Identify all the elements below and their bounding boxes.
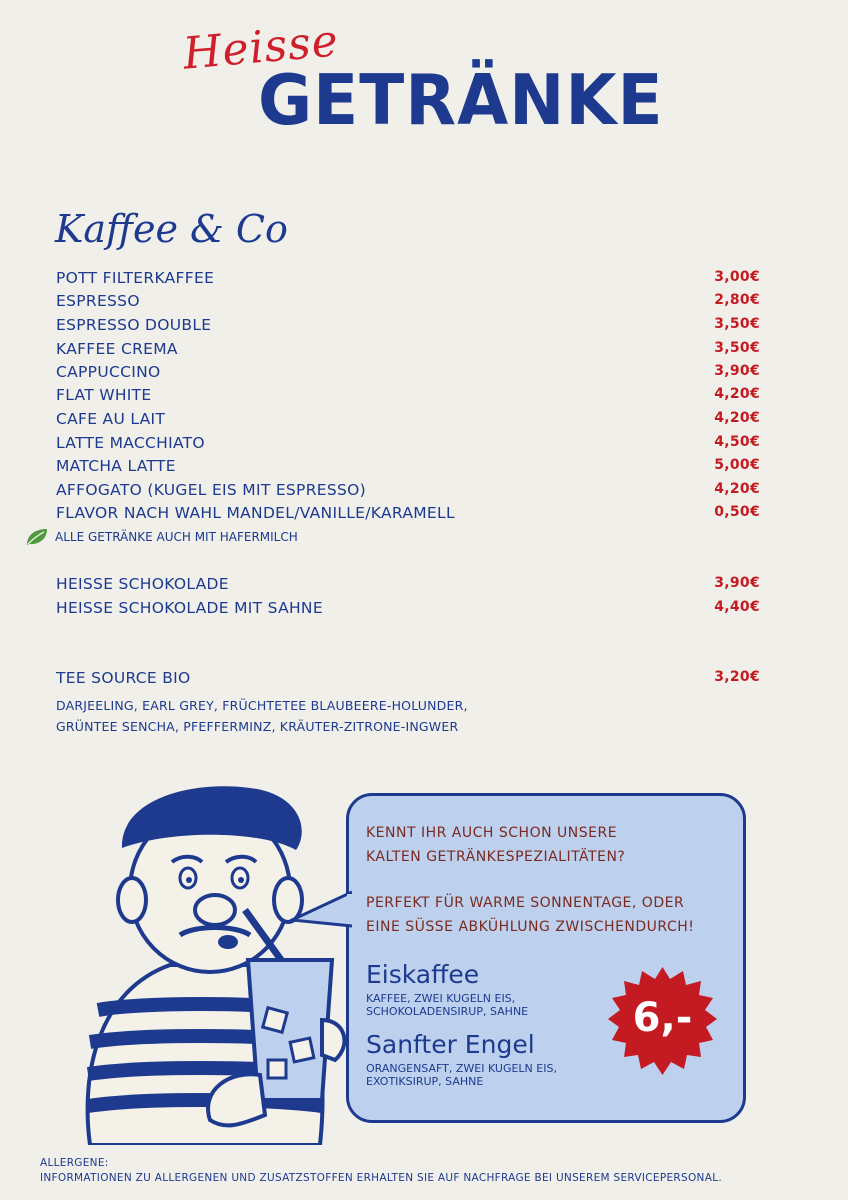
mascot-illustration — [60, 770, 370, 1145]
promo-text: KALTEN GETRÄNKESPEZIALITÄTEN? — [366, 849, 626, 865]
tea-description-line: GRÜNTEE SENCHA, PFEFFERMINZ, KRÄUTER-ZITRONE-INGWER — [56, 719, 459, 734]
item-price: 3,90€ — [714, 363, 760, 379]
tea-description — [56, 695, 468, 737]
menu-item — [56, 481, 760, 504]
item-price: 4,20€ — [714, 481, 760, 497]
page-title: GETRÄNKE — [258, 60, 664, 141]
drink-description-line: SCHOKOLADENSIRUP, SAHNE — [366, 1005, 529, 1018]
item-price: 4,50€ — [714, 434, 760, 450]
drink-description — [366, 1062, 557, 1088]
menu-item — [56, 457, 760, 480]
oat-milk-note: ALLE GETRÄNKE AUCH MIT HAFERMILCH — [55, 530, 298, 544]
item-price: 4,20€ — [714, 386, 760, 402]
item-name: LATTE MACCHIATO — [56, 434, 205, 452]
allergen-text: INFORMATIONEN ZU ALLERGENEN UND ZUSATZSTOFFEN ERHALTEN SIE AUF NACHFRAGE BEI UNSEREM SERVICEPERSONAL. — [40, 1172, 722, 1184]
menu-item — [56, 434, 760, 457]
drink-name: Eiskaffee — [366, 960, 480, 989]
item-name: ESPRESSO — [56, 292, 140, 310]
item-price: 0,50€ — [714, 504, 760, 520]
drink-description-line: KAFFEE, ZWEI KUGELN EIS, — [366, 992, 516, 1005]
drink-name: Sanfter Engel — [366, 1030, 535, 1059]
price-badge-text: 6,- — [632, 995, 693, 1041]
item-name: MATCHA LATTE — [56, 457, 176, 475]
item-name: FLAT WHITE — [56, 386, 152, 404]
menu-item — [56, 386, 760, 409]
item-price: 3,50€ — [714, 340, 760, 356]
item-price: 3,20€ — [714, 669, 760, 685]
item-name: FLAVOR NACH WAHL MANDEL/VANILLE/KARAMELL — [56, 504, 455, 522]
item-name: CAPPUCCINO — [56, 363, 161, 381]
item-price: 3,00€ — [714, 269, 760, 285]
item-name: AFFOGATO (KUGEL EIS MIT ESPRESSO) — [56, 481, 366, 499]
menu-item — [56, 363, 760, 386]
item-price: 3,90€ — [714, 575, 760, 591]
item-name: POTT FILTERKAFFEE — [56, 269, 215, 287]
tea-description-line: DARJEELING, EARL GREY, FRÜCHTETEE BLAUBEERE-HOLUNDER, — [56, 698, 468, 713]
leaf-icon — [25, 527, 49, 547]
promo-text: KENNT IHR AUCH SCHON UNSERE — [366, 825, 618, 841]
item-name: CAFE AU LAIT — [56, 410, 166, 428]
menu-item — [56, 410, 760, 433]
speech-bubble-tail — [290, 890, 352, 930]
promo-text: PERFEKT FÜR WARME SONNENTAGE, ODER — [366, 895, 685, 911]
menu-item — [56, 316, 760, 339]
item-price: 2,80€ — [714, 292, 760, 308]
drink-description — [366, 992, 528, 1018]
item-name: ESPRESSO DOUBLE — [56, 316, 212, 334]
section-title: Kaffee & Co — [55, 207, 288, 251]
menu-item — [56, 269, 760, 292]
item-price: 3,50€ — [714, 316, 760, 332]
promo-text: EINE SÜSSE ABKÜHLUNG ZWISCHENDURCH! — [366, 919, 695, 935]
drink-description-line: EXOTIKSIRUP, SAHNE — [366, 1075, 484, 1088]
menu-item — [56, 575, 760, 598]
title-script: Heisse — [181, 15, 341, 80]
menu-item — [56, 340, 760, 363]
item-name: HEISSE SCHOKOLADE MIT SAHNE — [56, 599, 323, 617]
item-price: 5,00€ — [714, 457, 760, 473]
item-name: HEISSE SCHOKOLADE — [56, 575, 229, 593]
menu-item-tea — [56, 669, 760, 692]
menu-item — [56, 504, 760, 527]
item-price: 4,40€ — [714, 599, 760, 615]
menu-item — [56, 292, 760, 315]
item-price: 4,20€ — [714, 410, 760, 426]
item-name: TEE SOURCE BIO — [56, 669, 191, 687]
allergen-label: ALLERGENE: — [40, 1157, 109, 1169]
drink-description-line: ORANGENSAFT, ZWEI KUGELN EIS, — [366, 1062, 557, 1075]
item-name: KAFFEE CREMA — [56, 340, 178, 358]
menu-item — [56, 599, 760, 622]
